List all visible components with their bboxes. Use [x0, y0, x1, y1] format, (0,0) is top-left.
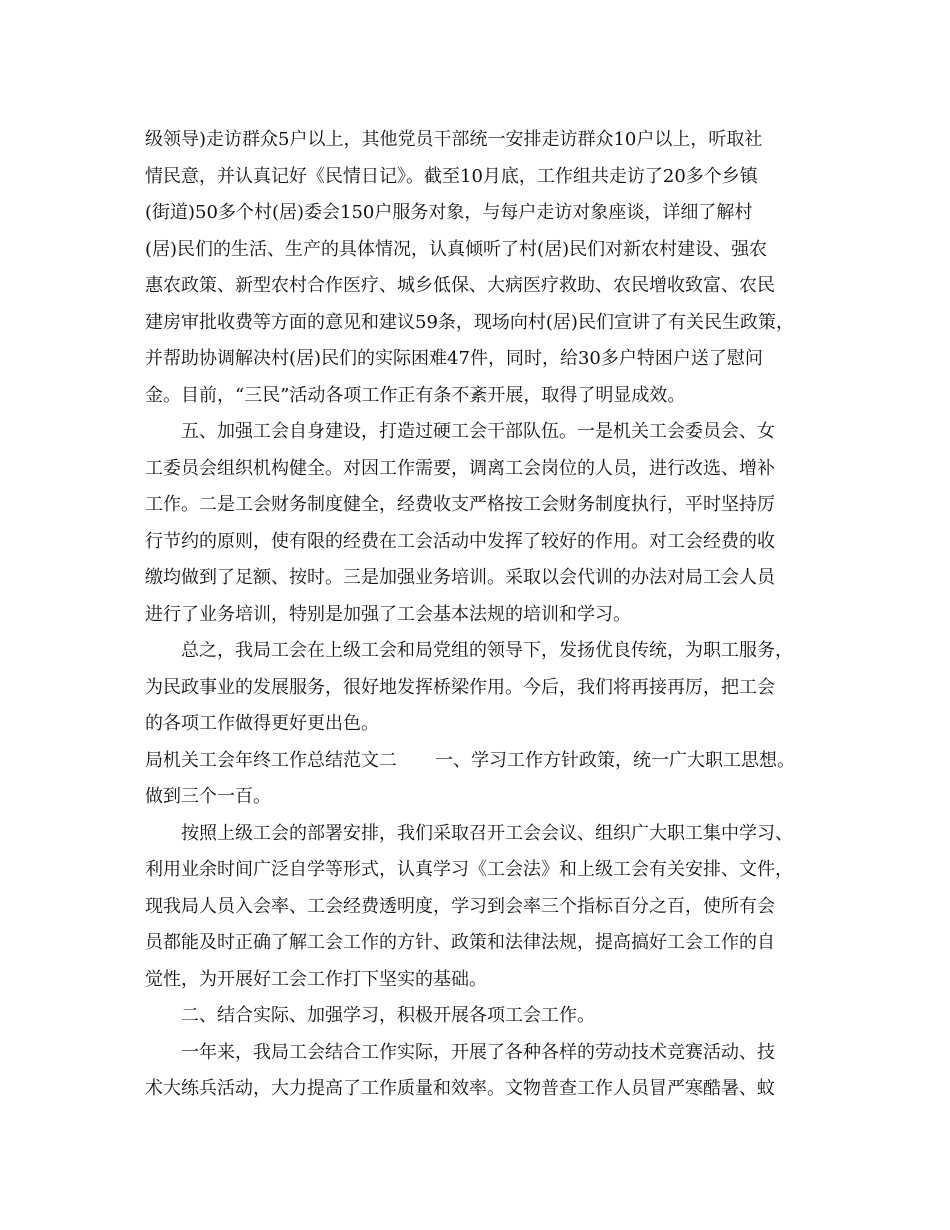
section-heading: 二、结合实际、加强学习，积极开展各项工会工作。 [181, 1005, 595, 1026]
text-line: 惠农政策、新型农村合作医疗、城乡低保、大病医疗救助、农民增收致富、农民 [145, 275, 775, 296]
text-line: 级领导)走访群众5户以上，其他党员干部统一安排走访群众10户以上，听取社 [145, 129, 763, 150]
paragraph-start-line: 按照上级工会的部署安排，我们采取召开工会会议、组织广大职工集中学习、 [181, 822, 793, 844]
text-line: 术大练兵活动，大力提高了工作质量和效率。文物普查工作人员冒严寒酷暑、蚊 [145, 1078, 775, 1099]
title-line [145, 743, 820, 780]
text-line: 工委员会组织机构健全。对因工作需要，调离工会岗位的人员，进行改选、增补 [145, 457, 775, 479]
text-line: 情民意，并认真记好《民情日记》。截至10月底，工作组共走访了20多个乡镇 [145, 165, 758, 187]
text-line: 建房审批收费等方面的意见和建议59条，现场向村(居)民们宣讲了有关民生政策， [145, 311, 794, 333]
paragraph-start-line: 五、加强工会自身建设，打造过硬工会干部队伍。一是机关工会委员会、女 [181, 421, 775, 442]
text-line: 进行了业务培训，特别是加强了工会基本法规的培训和学习。 [145, 603, 631, 625]
text-line: (居)民们的生活、生产的具体情况，认真倾听了村(居)民们对新农村建设、强农 [145, 238, 768, 260]
text-line: 的各项工作做得更好更出色。 [145, 713, 379, 734]
text-line: 工作。二是工会财务制度健全，经费收支严格按工会财务制度执行，平时坚持厉 [145, 494, 775, 515]
text-line: (街道)50多个村(居)委会150户服务对象，与每户走访对象座谈，详细了解村 [145, 202, 753, 223]
text-line: 员都能及时正确了解工会工作的方针、政策和法律法规，提高搞好工会工作的自 [145, 932, 775, 953]
paragraph-start-line: 一年来，我局工会结合工作实际，开展了各种各样的劳动技术竞赛活动、技 [181, 1041, 775, 1063]
text-line: 并帮助协调解决村(居)民们的实际困难47件，同时，给30多户特困户送了慰问 [145, 348, 763, 369]
text-line: 做到三个一百。 [145, 786, 271, 807]
text-line: 现我局人员入会率、工会经费透明度，学习到会率三个指标百分之百，使所有会 [145, 895, 775, 917]
text-line: 金。目前，“三民”活动各项工作正有条不紊开展，取得了明显成效。 [145, 384, 686, 406]
document-body [145, 122, 820, 1108]
text-line: 行节约的原则，使有限的经费在工会活动中发挥了较好的作用。对工会经费的收 [145, 530, 775, 552]
article-title: 局机关工会年终工作总结范文二 [145, 749, 397, 771]
section-heading: 一、学习工作方针政策，统一广大职工思想。 [435, 749, 795, 771]
text-line: 利用业余时间广泛自学等形式，认真学习《工会法》和上级工会有关安排、文件， [145, 859, 793, 880]
paragraph-start-line: 总之，我局工会在上级工会和局党组的领导下，发扬优良传统，为职工服务， [181, 640, 793, 661]
text-line: 缴均做到了足额、按时。三是加强业务培训。采取以会代训的办法对局工会人员 [145, 567, 775, 588]
text-line: 为民政事业的发展服务，很好地发挥桥梁作用。今后，我们将再接再厉，把工会 [145, 676, 775, 698]
text-line: 觉性，为开展好工会工作打下坚实的基础。 [145, 968, 487, 990]
